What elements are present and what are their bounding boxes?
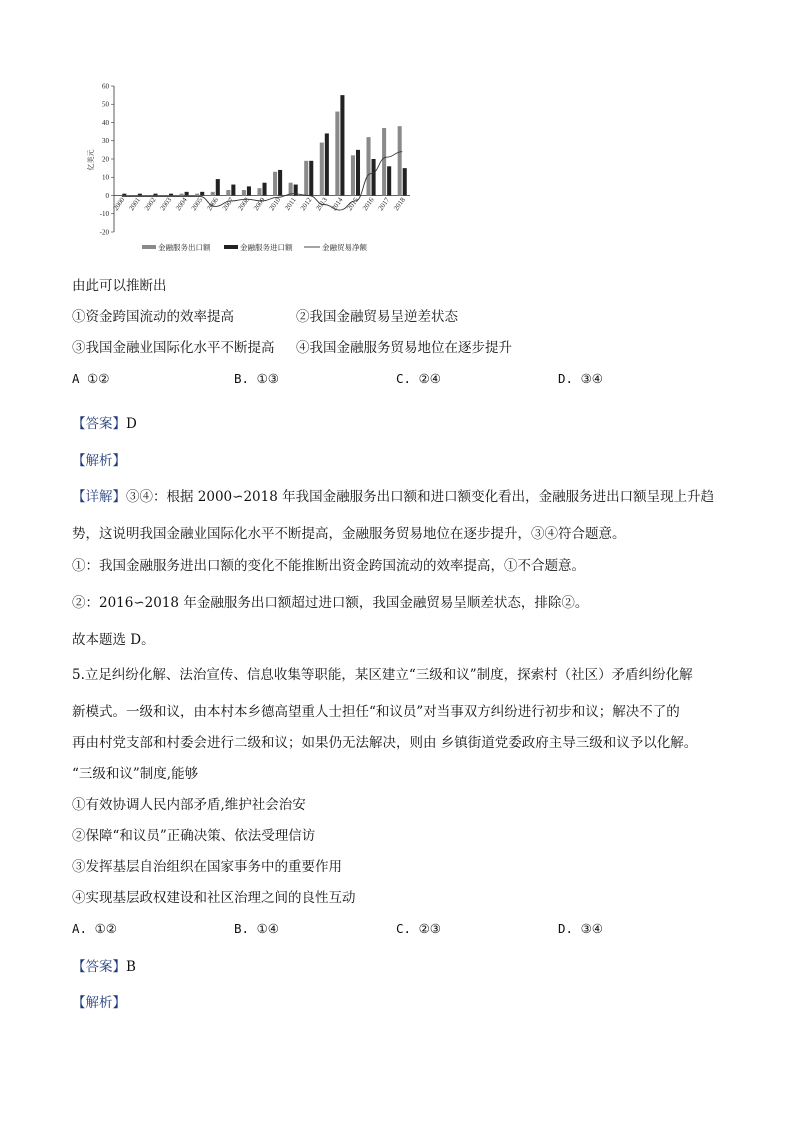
bar-export-2008 [242,190,246,195]
bar-import-2012 [309,161,313,196]
bar-import-2010 [278,170,282,196]
q4-option-a: A ①② [72,371,110,386]
y-tick-label: 30 [102,137,109,146]
bar-import-2009 [263,183,267,196]
legend-import-swatch [224,245,238,249]
q5-analysis-tag: 【解析】 [72,995,126,1011]
q4-lead: 由此可以推断出 [72,278,167,294]
bar-export-2007 [226,190,230,195]
q4-statement-2: ②我国金融贸易呈逆差状态 [296,309,458,325]
bar-import-2001 [138,194,142,196]
x-tick-label: 2007 [220,196,236,213]
y-tick-label: -10 [99,210,109,219]
legend-import-label: 金融服务进口额 [240,243,293,252]
q5-statement-2: ②保障“和议员”正确决策、依法受理信访 [72,828,316,844]
bar-import-2005 [200,192,204,196]
bar-export-2006 [211,192,215,196]
x-tick-label: 2002 [143,196,158,213]
x-tick-label: 2013 [314,196,329,213]
y-tick-label: -20 [99,228,109,237]
answer-value: D [126,416,137,432]
q5-option-d: D. ③④ [558,921,603,936]
x-tick-label: 2018 [392,196,407,213]
y-tick-label: 10 [102,173,109,182]
y-tick-label: 50 [102,100,109,109]
q4-option-c: C. ②④ [396,371,441,386]
finance-trade-chart [84,78,414,258]
bar-export-2004 [180,194,184,196]
x-tick-label: 2006 [205,196,220,213]
y-axis-title: 亿美元 [87,149,95,171]
x-tick-label: 2011 [283,196,298,212]
bar-export-2005 [195,194,199,196]
x-tick-label: 2012 [298,196,314,213]
bar-export-2010 [273,172,277,196]
x-tick-label: 2009 [252,196,267,213]
q5-option-a: A. ①② [72,921,117,936]
q5-statement-3: ③发挥基层自治组织在国家事务中的重要作用 [72,859,342,875]
x-tick-label: 2000 [111,196,127,213]
bar-import-2006 [216,179,220,195]
y-tick-label: 20 [102,155,109,164]
q5-stem-1: 5.立足纠纷化解、法治宣传、信息收集等职能，某区建立“三级和议”制度，探索村（社区）矛盾纠纷化解 [72,667,693,683]
y-tick-label: 40 [102,118,109,127]
q4-option-d: D. ③④ [558,371,603,386]
q5-statement-1: ①有效协调人民内部矛盾,维护社会治安 [72,797,306,813]
bar-export-2009 [257,188,261,195]
bar-export-2017 [382,128,386,196]
q4-statement-1: ①资金跨国流动的效率提高 [72,309,234,325]
q4-statement-3: ③我国金融业国际化水平不断提高 [72,340,275,356]
bar-export-2013 [320,143,324,196]
x-tick-label: 2005 [189,196,205,213]
answer-value: B [126,959,136,975]
bar-import-2013 [325,133,329,195]
q5-stem-4: “三级和议”制度,能够 [72,766,199,782]
y-tick-label: 60 [102,82,109,91]
x-tick-label: 2003 [158,196,174,213]
bar-import-2003 [169,194,173,196]
bar-import-2002 [153,194,157,196]
x-tick-label: 2010 [267,196,283,213]
legend-export-label: 金融服务出口额 [158,243,211,252]
bar-export-2018 [398,126,402,195]
legend-export-swatch [142,245,156,249]
q4-statement-4: ④我国金融服务贸易地位在逐步提升 [296,340,512,356]
bar-import-2018 [403,168,407,195]
bar-import-2004 [185,192,189,196]
q4-detail-2: 势，这说明我国金融业国际化水平不断提高，金融服务贸易地位在逐步提升，③④符合题意。 [72,526,626,542]
q4-detail-3: ①：我国金融服务进出口额的变化不能推断出资金跨国流动的效率提高，①不合题意。 [72,558,585,574]
bar-import-2000 [122,194,126,196]
q4-answer [72,414,137,434]
q4-conclusion: 故本题选 D。 [72,632,155,648]
detail-tag: 【详解】 [72,489,126,505]
y-tick-label: 0 [105,191,109,200]
x-tick-label: 2001 [127,196,143,213]
x-tick-label: 2017 [376,196,392,213]
x-tick-label: 2014 [329,196,345,213]
bar-import-2016 [372,159,376,196]
q4-detail-4: ②：2016∽2018 年金融服务出口额超过进口额，我国金融贸易呈顺差状态，排除②。 [72,595,589,611]
bar-export-2014 [335,112,339,196]
x-tick-label: 2015 [345,196,361,213]
detail-text-1: ③④：根据 2000∽2018 年我国金融服务出口额和进口额变化看出，金融服务进出口额呈现上升趋 [126,489,715,505]
bar-import-2007 [231,185,235,196]
bar-import-2008 [247,186,251,195]
bar-export-2016 [367,137,371,195]
x-tick-label: 2008 [236,196,252,213]
q5-option-c: C. ②③ [396,921,441,936]
answer-tag: 【答案】 [72,416,126,432]
q4-option-b: B. ①③ [234,371,279,386]
q5-stem-3: 再由村党支部和村委会进行二级和议；如果仍无法解决，则由 乡镇街道党委政府主导三级和议予以化解。 [72,735,698,751]
x-tick-label: 2016 [361,196,376,213]
q4-detail-1 [72,487,714,507]
q5-statement-4: ④实现基层政权建设和社区治理之间的良性互动 [72,890,356,906]
q5-answer [72,957,136,977]
bar-export-2012 [304,161,308,196]
legend-net-label: 金融贸易净额 [322,243,367,252]
answer-tag: 【答案】 [72,959,126,975]
q4-analysis-tag: 【解析】 [72,453,126,469]
x-tick-label: 2004 [174,196,189,213]
q5-option-b: B. ①④ [234,921,279,936]
bar-import-2015 [356,150,360,196]
bar-export-2015 [351,155,355,195]
bar-import-2017 [387,166,391,195]
bar-import-2014 [340,95,344,195]
q5-stem-2: 新模式。一级和议，由本村本乡德高望重人士担任“和议员”对当事双方纠纷进行初步和议；解决不了的 [72,704,680,720]
